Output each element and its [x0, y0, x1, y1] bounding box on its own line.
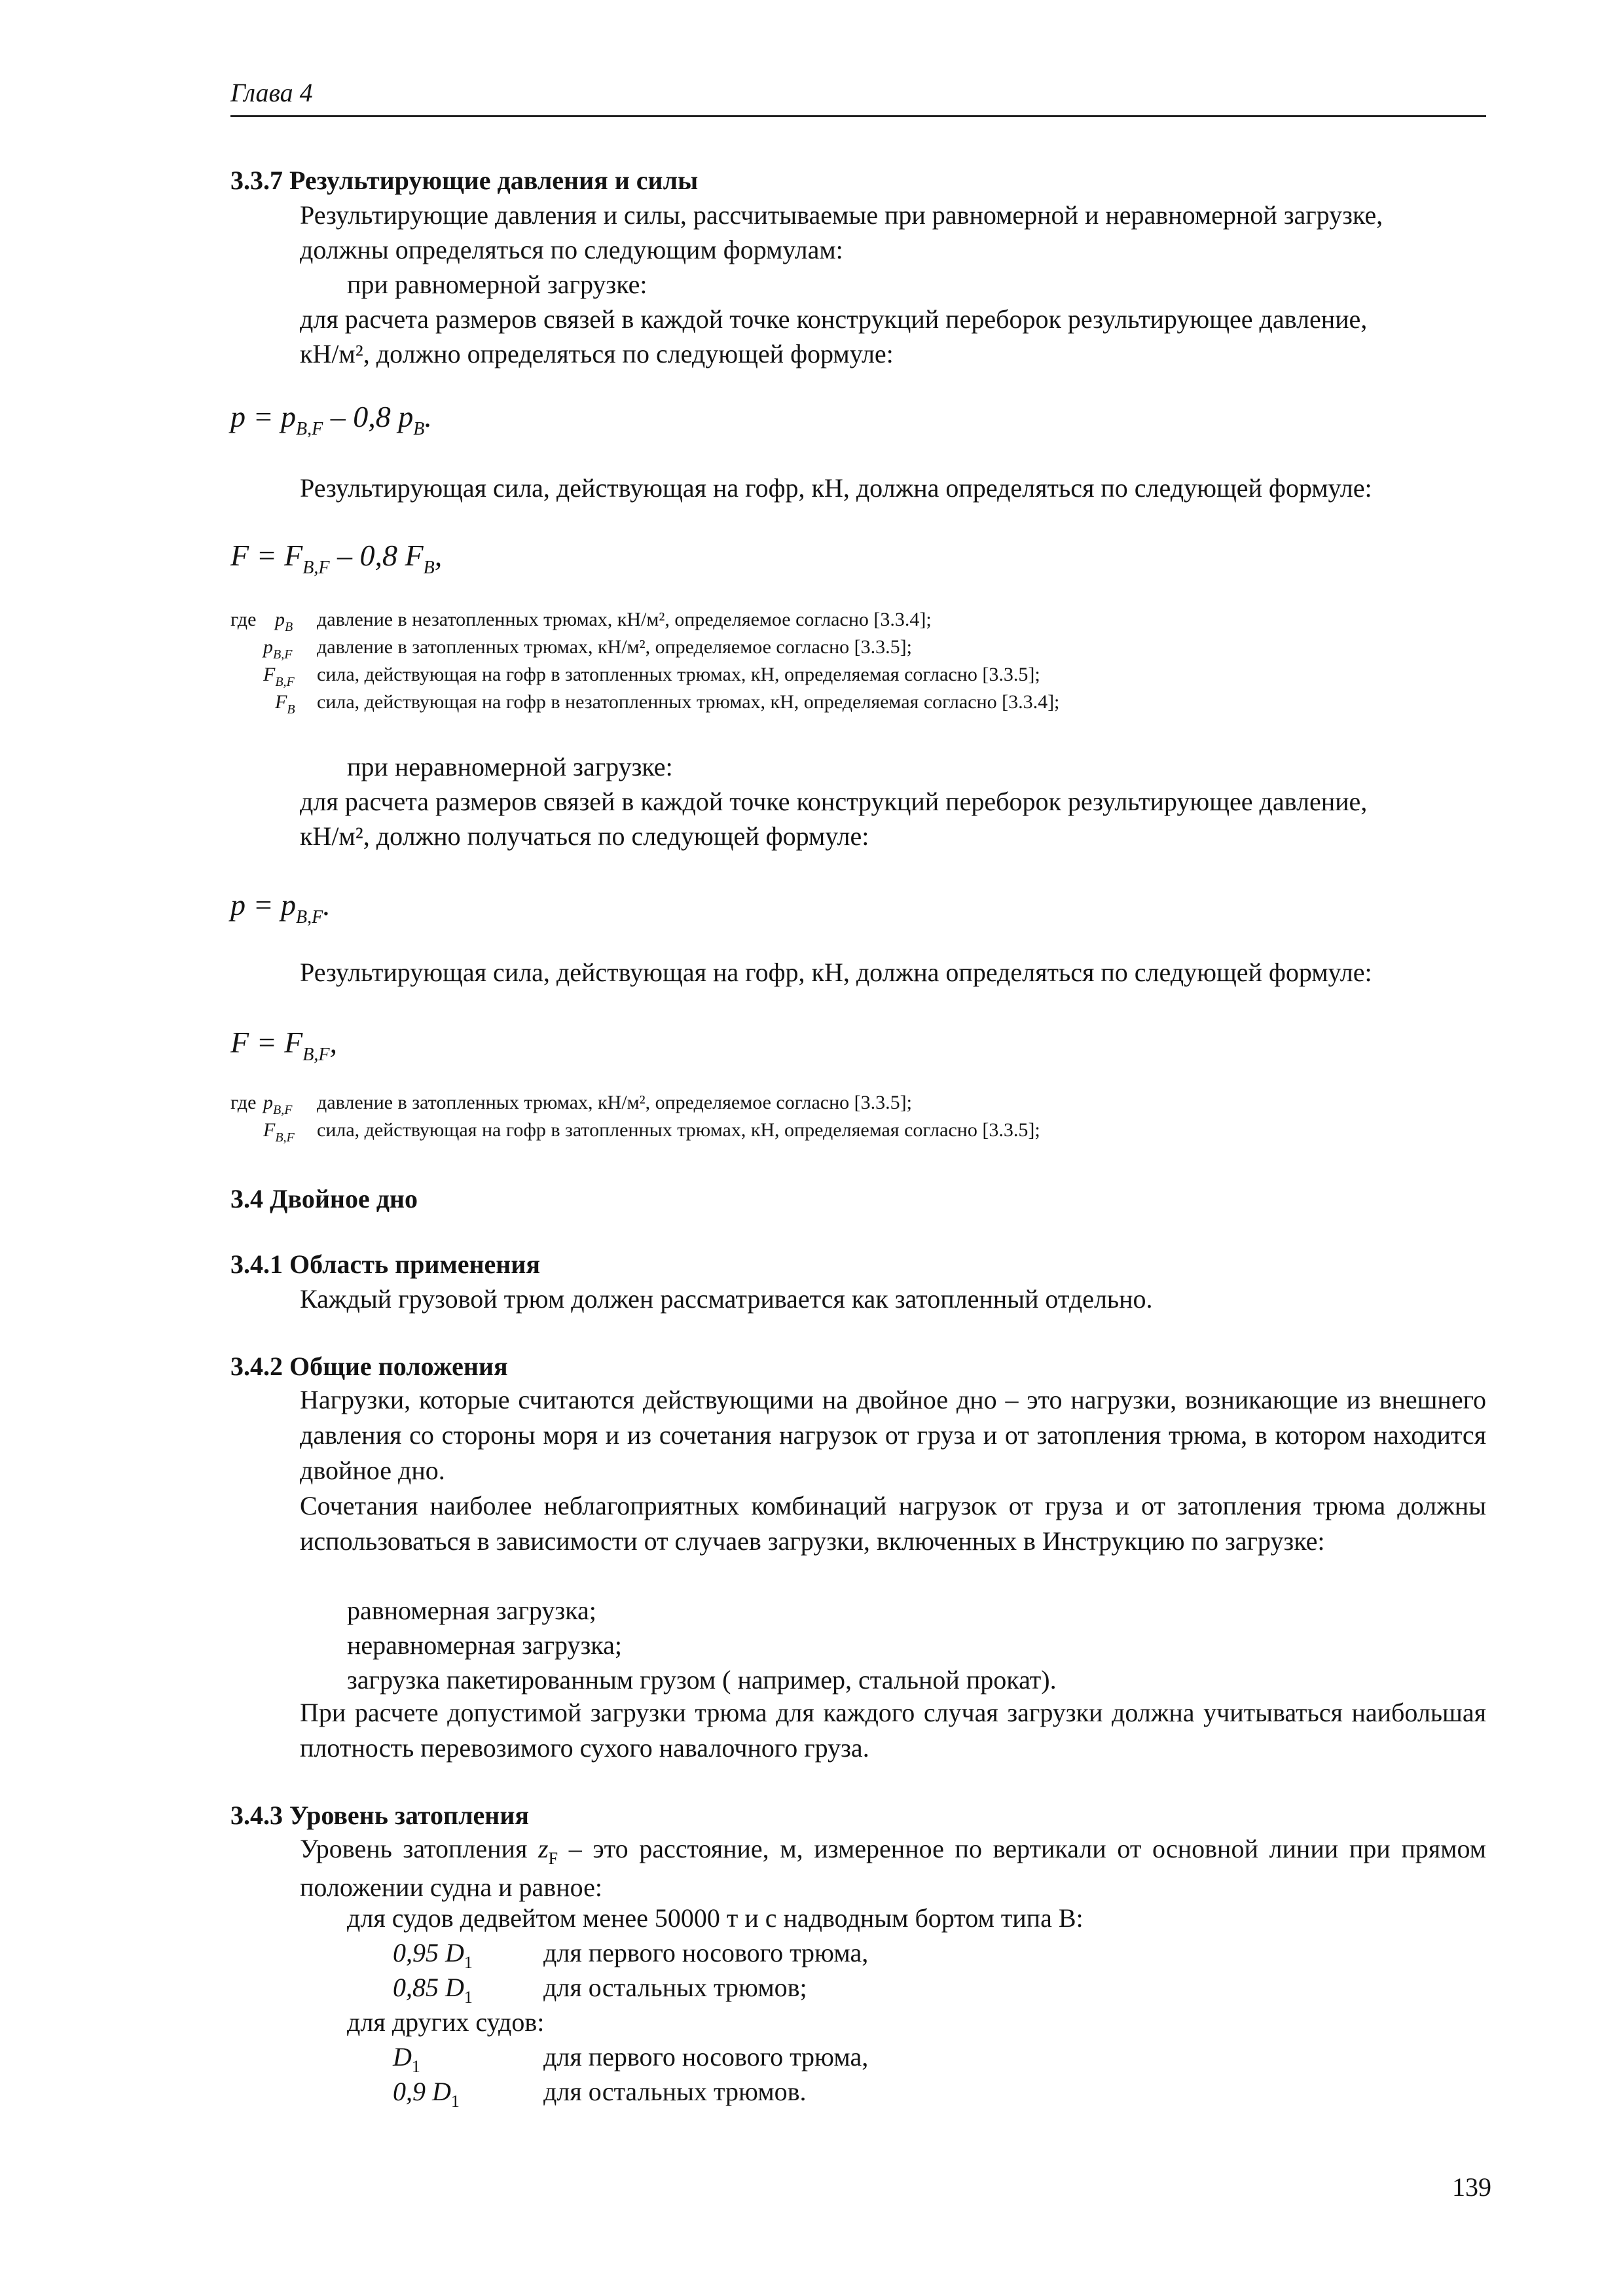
where-label: где [230, 1092, 257, 1113]
where-label: где [230, 609, 257, 630]
definition-text: сила, действующая на гофр в затопленных трюмах, кН, определяемая согласно [3.3.5]; [317, 664, 1040, 685]
section-title-3-3-7: 3.3.7 Результирующие давления и силы [230, 166, 699, 195]
coefficient: 0,9 $D_1$ [393, 2077, 460, 2111]
definition-row: $F_{B,F}$ [263, 1119, 295, 1145]
paragraph-line: кН/м², должно получаться по следующей формуле: [300, 821, 869, 851]
paragraph-line: для расчета размеров связей в каждой точке конструкций переборок результирующее давление, [300, 787, 1368, 816]
section-title-3-4-2: 3.4.2 Общие положения [230, 1352, 508, 1381]
paragraph-line: Результирующая сила, действующая на гофр, кН, должна определяться по следующей формуле: [300, 958, 1372, 987]
formula-force-uniform: $F = F_{B,F} - 0,8$ $F_B$, [230, 539, 443, 578]
definition-row: $p_B$ [275, 609, 293, 634]
paragraph-line: Каждый грузовой трюм должен рассматривается как затопленный отдельно. [300, 1284, 1153, 1314]
coefficient: 0,85 $D_1$ [393, 1973, 473, 2007]
section-title-3-4-3: 3.4.3 Уровень затопления [230, 1801, 530, 1830]
coefficient: $D_1$ [393, 2042, 420, 2076]
formula-pressure-nonuniform: $p = p_{B,F}$. [230, 888, 331, 927]
list-item: загрузка пакетированным грузом ( например, стальной прокат). [347, 1665, 1057, 1695]
paragraph-line: для расчета размеров связей в каждой точке конструкций переборок результирующее давление, [300, 304, 1368, 334]
paragraph: Нагрузки, которые считаются действующими на двойное дно – это нагрузки, возникающие из внешнего давления со стороны моря и из сочетания нагрузок от груза и от затопления трюма, в котором находится двойное дно. [300, 1385, 1486, 1485]
paragraph-line: Результирующая сила, действующая на гофр, кН, должна определяться по следующей формуле: [300, 473, 1372, 503]
paragraph: При расчете допустимой загрузки трюма для каждого случая загрузки должна учитываться наибольшая плотность перевозимого сухого навалочного груза. [300, 1698, 1486, 1763]
definition-row: $F_{B,F}$ [263, 664, 295, 689]
coefficient-desc: для первого носового трюма, [543, 1938, 869, 1967]
page-number: 139 [1452, 2172, 1491, 2202]
section-title-3-4-1: 3.4.1 Область применения [230, 1249, 540, 1279]
case-label: для судов дедвейтом менее 50000 т и с надводным бортом типа В: [347, 1903, 1084, 1933]
case-label: для других судов: [347, 2007, 545, 2037]
coefficient-desc: для остальных трюмов. [543, 2077, 807, 2106]
coefficient: 0,95 $D_1$ [393, 1938, 473, 1972]
paragraph: Уровень затопления $z_F$ – это расстояние, м, измеренное по вертикали от основной линии при прямом положении судна и равное: [300, 1834, 1486, 1903]
coefficient-desc: для первого носового трюма, [543, 2042, 869, 2072]
paragraph: Сочетания наиболее неблагоприятных комбинаций нагрузок от груза и от затопления трюма должны использоваться в зависимости от случаев загрузки, включенных в Инструкцию по загрузке: [300, 1491, 1486, 1556]
paragraph-line: должны определяться по следующим формулам: [300, 235, 843, 264]
formula-force-nonuniform: $F = F_{B,F}$, [230, 1026, 337, 1065]
list-item: равномерная загрузка; [347, 1596, 596, 1625]
definition-text: сила, действующая на гофр в незатопленных трюмах, кН, определяемая согласно [3.3.4]; [317, 691, 1060, 713]
running-header: Глава 4 [230, 78, 313, 107]
definition-text: давление в затопленных трюмах, кН/м², определяемое согласно [3.3.5]; [317, 636, 912, 658]
paragraph-line: Результирующие давления и силы, рассчитываемые при равномерной и неравномерной загрузке, [300, 200, 1383, 230]
coefficient-desc: для остальных трюмов; [543, 1973, 807, 2002]
definition-text: давление в незатопленных трюмах, кН/м², определяемое согласно [3.3.4]; [317, 609, 932, 630]
case-label-uniform: при равномерной загрузке: [347, 270, 647, 299]
list-item: неравномерная загрузка; [347, 1630, 622, 1660]
definition-row: $p_{B,F}$ [263, 1092, 293, 1117]
header-rule [230, 115, 1486, 117]
definition-row: $p_{B,F}$ [263, 636, 293, 662]
definition-text: сила, действующая на гофр в затопленных трюмах, кН, определяемая согласно [3.3.5]; [317, 1119, 1040, 1141]
formula-pressure-uniform: $p = p_{B,F} - 0,8$ $p_B$. [230, 400, 432, 439]
paragraph-line: кН/м², должно определяться по следующей формуле: [300, 339, 894, 368]
case-label-nonuniform: при неравномерной загрузке: [347, 752, 673, 781]
section-title-3-4: 3.4 Двойное дно [230, 1184, 418, 1213]
definition-text: давление в затопленных трюмах, кН/м², определяемое согласно [3.3.5]; [317, 1092, 912, 1113]
definition-row: $F_B$ [275, 691, 295, 717]
